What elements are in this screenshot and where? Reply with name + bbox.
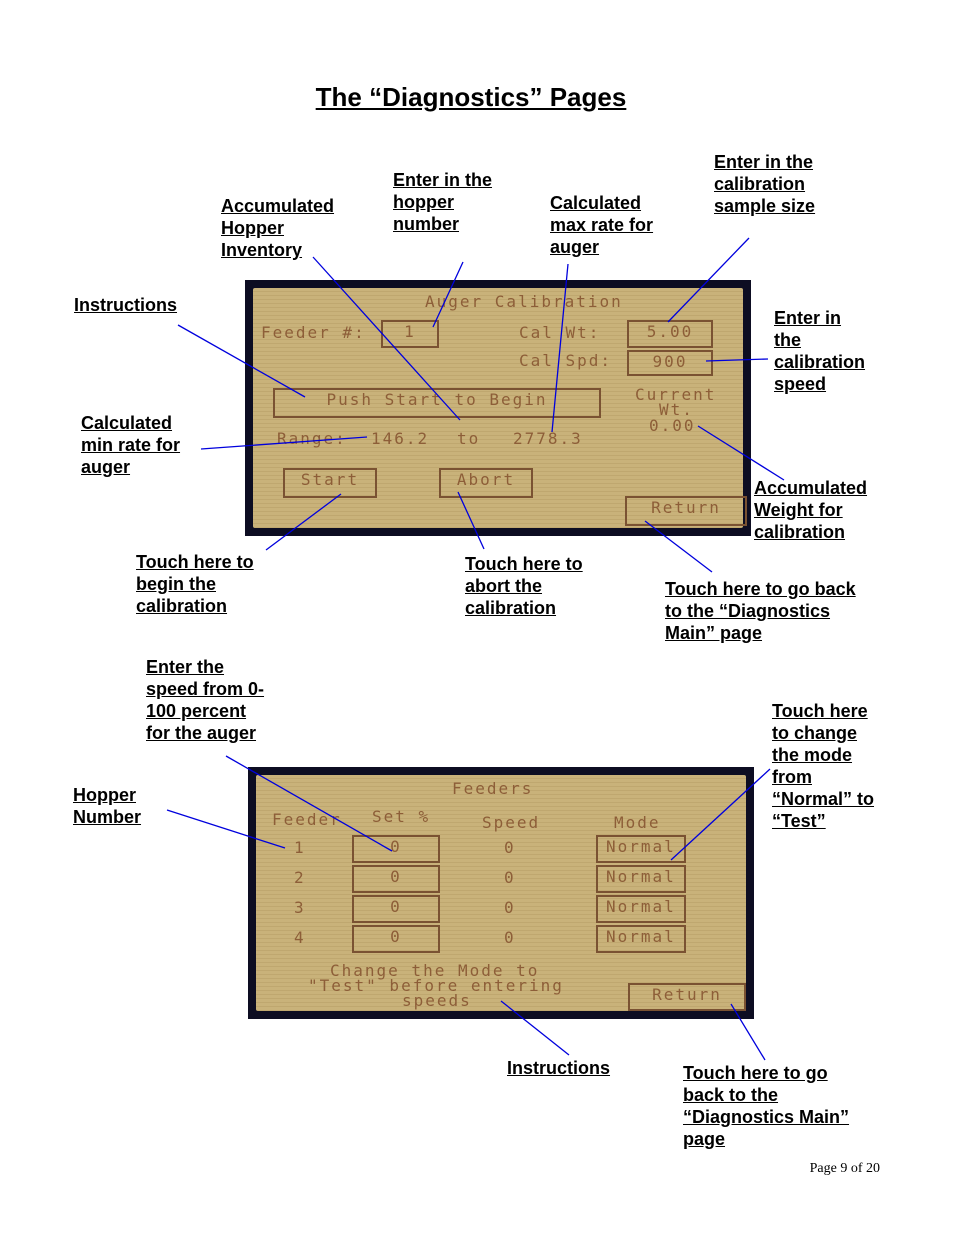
cal-spd-label: Cal Spd:	[519, 351, 613, 370]
instruction-line-1: Change the Mode to	[330, 961, 540, 980]
mode-toggle-button[interactable]	[596, 925, 686, 953]
return-button[interactable]	[628, 983, 746, 1011]
screen-title: Feeders	[452, 779, 534, 798]
set-percent-input[interactable]	[352, 835, 440, 863]
current-wt-value: 0.00	[649, 416, 696, 435]
feeder-number-input[interactable]	[381, 320, 439, 348]
callout-enter-speed-percent: Enter the speed from 0- 100 percent for the auger	[146, 657, 265, 743]
callout-touch-change-mode: Touch here to change the mode from “Normal” to “Test”	[772, 701, 875, 831]
speed-value: 0	[504, 838, 516, 857]
mode-value: Normal	[606, 867, 676, 886]
current-wt-label-2: Wt.	[659, 400, 694, 419]
range-to-label: to	[457, 429, 481, 448]
callout-calculated-min-rate: Calculated min rate for auger	[81, 413, 181, 477]
callout-instructions-bottom: Instructions	[507, 1058, 611, 1078]
instruction-box	[273, 388, 601, 418]
column-header-set: Set %	[372, 807, 431, 826]
mode-toggle-button[interactable]	[596, 835, 686, 863]
abort-button-label: Abort	[456, 470, 516, 489]
set-percent-value: 0	[390, 897, 402, 916]
callout-touch-begin: Touch here to begin the calibration	[136, 552, 254, 616]
column-header-speed: Speed	[482, 813, 541, 832]
cal-spd-value: 900	[652, 352, 688, 371]
callout-accumulated-weight: Accumulated Weight for calibration	[754, 478, 868, 542]
set-percent-input[interactable]	[352, 865, 440, 893]
callout-enter-sample-size: Enter in the calibration sample size	[714, 152, 816, 216]
feeders-screen	[248, 767, 754, 1019]
speed-value: 0	[504, 898, 516, 917]
speed-value: 0	[504, 868, 516, 887]
mode-value: Normal	[606, 927, 676, 946]
feeder-number-value: 1	[404, 322, 416, 341]
range-label: Range:	[277, 429, 347, 448]
callout-enter-calibration-speed: Enter in the calibration speed	[774, 308, 866, 394]
callout-touch-back-bottom: Touch here to go back to the “Diagnostics Main” page	[683, 1063, 850, 1149]
set-percent-input[interactable]	[352, 895, 440, 923]
auger-calibration-panel	[253, 288, 743, 528]
callout-hopper-number: Hopper Number	[73, 785, 142, 827]
mode-toggle-button[interactable]	[596, 865, 686, 893]
feeder-row-number: 3	[294, 898, 306, 917]
feeder-row-number: 2	[294, 868, 306, 887]
set-percent-input[interactable]	[352, 925, 440, 953]
mode-value: Normal	[606, 837, 676, 856]
range-min-value: 146.2	[371, 429, 430, 448]
start-button[interactable]	[283, 468, 377, 498]
feeders-panel	[256, 775, 746, 1011]
return-button-label: Return	[651, 498, 721, 517]
speed-value: 0	[504, 928, 516, 947]
cal-spd-input[interactable]	[627, 350, 713, 376]
current-wt-label: Current	[635, 385, 717, 404]
cal-wt-value: 5.00	[646, 322, 694, 341]
callout-accumulated-hopper-inventory: Accumulated Hopper Inventory	[221, 196, 335, 260]
feeder-row-number: 1	[294, 838, 306, 857]
set-percent-value: 0	[390, 837, 402, 856]
callout-touch-abort: Touch here to abort the calibration	[465, 554, 583, 618]
range-max-value: 2778.3	[513, 429, 583, 448]
start-button-label: Start	[300, 470, 360, 489]
set-percent-value: 0	[390, 927, 402, 946]
feeder-row-number: 4	[294, 928, 306, 947]
feeder-label: Feeder #:	[261, 323, 366, 342]
abort-button[interactable]	[439, 468, 533, 498]
instruction-line-3: speeds	[402, 991, 472, 1010]
mode-value: Normal	[606, 897, 676, 916]
callout-instructions-top: Instructions	[74, 295, 178, 315]
set-percent-value: 0	[390, 867, 402, 886]
callout-enter-hopper-number: Enter in the hopper number	[393, 170, 493, 234]
auger-calibration-screen	[245, 280, 751, 536]
return-button-label: Return	[652, 985, 722, 1004]
return-button[interactable]	[625, 496, 747, 526]
page-number: Page 9 of 20	[809, 1161, 880, 1176]
instruction-line-2: "Test" before entering	[308, 976, 564, 995]
column-header-mode: Mode	[614, 813, 661, 832]
column-header-feeder: Feeder	[272, 810, 342, 829]
cal-wt-input[interactable]	[627, 320, 713, 348]
mode-toggle-button[interactable]	[596, 895, 686, 923]
cal-wt-label: Cal Wt:	[519, 323, 601, 342]
screen-title: Auger Calibration	[425, 292, 623, 311]
instruction-text: Push Start to Begin	[326, 390, 548, 409]
callout-touch-back-top: Touch here to go back to the “Diagnostics Main” page	[665, 579, 856, 643]
callout-calculated-max-rate: Calculated max rate for auger	[550, 193, 654, 257]
page-title: The “Diagnostics” Pages	[315, 82, 627, 112]
